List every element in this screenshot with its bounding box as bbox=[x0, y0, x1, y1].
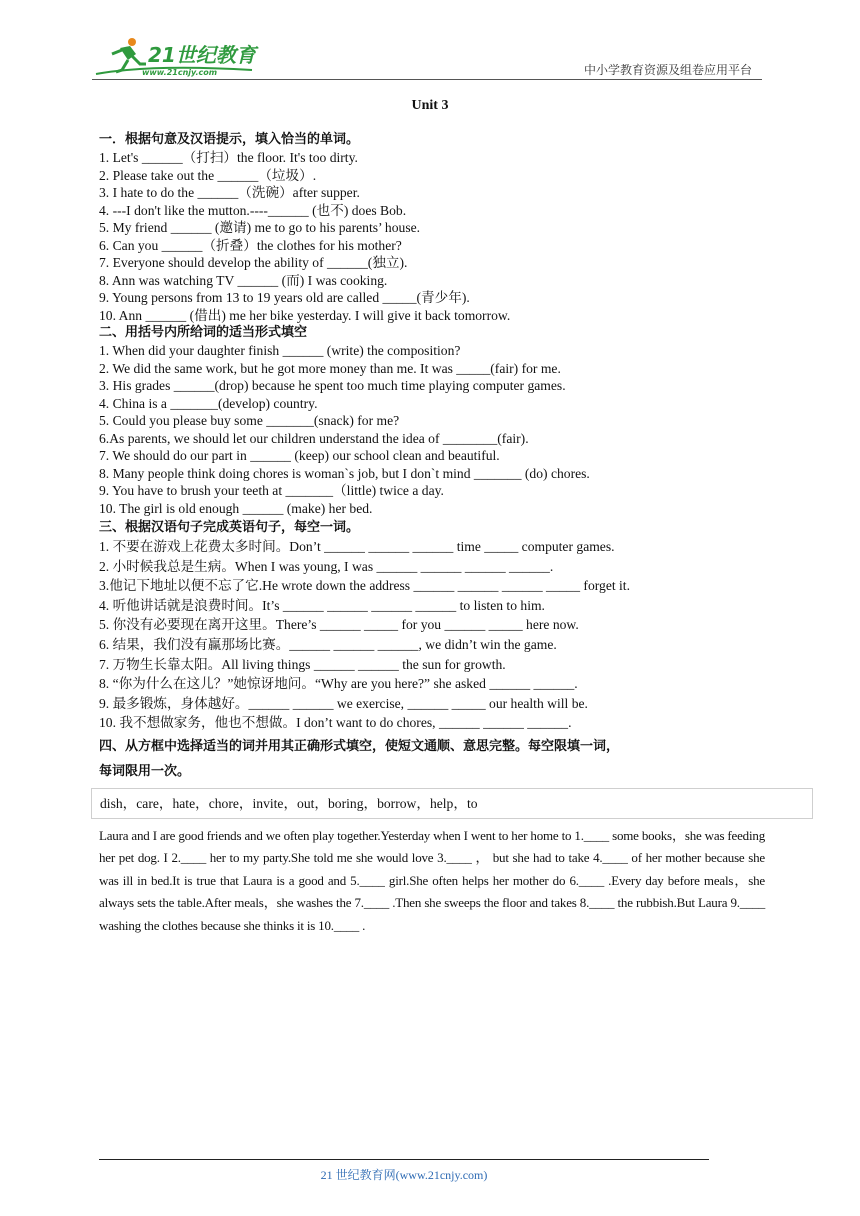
s2-item-4: 4. China is a _______(develop) country. bbox=[99, 395, 318, 411]
s3-item-9: 9. 最多锻炼，身体越好。______ ______ we exercise, ______ _____ our health will be. bbox=[99, 695, 588, 711]
s1-item-9: 9. Young persons from 13 to 19 years old are called _____(青少年). bbox=[99, 290, 470, 305]
s2-item-2: 2. We did the same work, but he got more money than me. It was _____(fair) for me. bbox=[99, 360, 561, 376]
section-2-heading: 二、用括号内所给词的适当形式填空 bbox=[99, 325, 308, 340]
section-4-heading: 四、从方框中选择适当的词并用其正确形式填空，使短文通顺、意思完整。每空限填一词， bbox=[99, 738, 620, 754]
s1-item-4: 4. ---I don't like the mutton.----______ (也不) does Bob. bbox=[99, 202, 407, 218]
site-logo bbox=[92, 34, 267, 78]
header-divider bbox=[92, 79, 762, 80]
worksheet-body bbox=[99, 131, 765, 937]
s2-item-10: 10. The girl is old enough ______ (make) her bed. bbox=[99, 500, 373, 516]
s1-item-2: 2. Please take out the ______（垃圾）. bbox=[99, 167, 317, 183]
footer-divider bbox=[99, 1159, 709, 1160]
s2-item-5: 5. Could you please buy some _______(snack) for me? bbox=[99, 413, 400, 428]
logo-text: 21世纪教育 bbox=[148, 43, 256, 67]
s3-item-2: 2. 小时候我总是生病。When I was young, I was ______ ______ ______ ______. bbox=[99, 558, 554, 574]
s3-item-6: 6. 结果，我们没有赢那场比赛。______ ______ ______, we didn’t win the game. bbox=[99, 636, 557, 652]
word-bank-box: dish，care，hate，chore，invite，out，boring，borrow，help，to bbox=[91, 788, 813, 819]
s3-item-7: 7. 万物生长靠太阳。All living things ______ ______ the sun for growth. bbox=[99, 656, 506, 672]
page-header bbox=[92, 26, 760, 78]
cloze-passage: Laura and I are good friends and we often play together.Yesterday when I went to her home to 1.____ some books，she was feeding her pet dog. I 2.____ her to my party.She told me she would love 3.____ ， but she had to take 4.____ of her mother because she was ill in bed.It is true that Laura is a good and 5.____ girl.She often helps her mother do 6.____ .Every day before meals，she always sets the table.After meals，she washes the 7.____ .Then she sweeps the floor and takes 8.____ the rubbish.But Laura 9.____ washing the clothes because she thinks it is 10.____ . bbox=[99, 827, 765, 933]
s3-item-4: 4. 听他讲话就是浪费时间。It’s ______ ______ ______ ______ to listen to him. bbox=[99, 597, 545, 613]
section-1-heading: 一．根据句意及汉语提示，填入恰当的单词。 bbox=[99, 132, 360, 147]
s1-item-7: 7. Everyone should develop the ability of ______(独立). bbox=[99, 255, 408, 270]
section-3 bbox=[99, 519, 765, 733]
footer-link[interactable]: 21 世纪教育网(www.21cnjy.com) bbox=[320, 1168, 488, 1182]
s1-item-8: 8. Ann was watching TV ______ (而) I was cooking. bbox=[99, 272, 388, 288]
s2-item-9: 9. You have to brush your teeth at _______（little) twice a day. bbox=[99, 483, 444, 498]
s3-item-1: 1. 不要在游戏上花费太多时间。Don’t ______ ______ ______ time _____ computer games. bbox=[99, 539, 615, 554]
s3-item-8: 8. “你为什么在这儿？”她惊讶地问。“Why are you here?” she asked ______ ______. bbox=[99, 676, 578, 692]
s3-item-5: 5. 你没有必要现在离开这里。There’s ______ _____ for you ______ _____ here now. bbox=[99, 617, 579, 633]
section-3-heading: 三、根据汉语句子完成英语句子，每空一词。 bbox=[99, 520, 360, 535]
s1-item-6: 6. Can you ______（折叠）the clothes for his mother? bbox=[99, 237, 402, 253]
s2-item-6: 6.As parents, we should let our children understand the idea of ________(fair). bbox=[99, 430, 529, 446]
s2-item-7: 7. We should do our part in ______ (keep) our school clean and beautiful. bbox=[99, 448, 500, 463]
logo-url: www.21cnjy.com bbox=[142, 68, 218, 77]
s1-item-5: 5. My friend ______ (邀请) me to go to his parents’ house. bbox=[99, 220, 421, 235]
section-4-heading-cont: 每词限用一次。 bbox=[99, 763, 191, 779]
page-title: Unit 3 bbox=[411, 98, 449, 113]
s2-item-8: 8. Many people think doing chores is woman`s job, but I don`t mind _______ (do) chores. bbox=[99, 465, 590, 481]
s1-item-10: 10. Ann ______ (借出) me her bike yesterday. I will give it back tomorrow. bbox=[99, 307, 511, 323]
platform-name: 中小学教育资源及组卷应用平台 bbox=[583, 63, 752, 77]
s2-item-1: 1. When did your daughter finish ______ (write) the composition? bbox=[99, 343, 461, 358]
s3-item-10: 10. 我不想做家务，他也不想做。I don’t want to do chores, ______ ______ ______. bbox=[99, 715, 572, 731]
s3-item-3: 3.他记下地址以便不忘了它.He wrote down the address ______ ______ ______ _____ forget it. bbox=[99, 578, 630, 594]
s1-item-3: 3. I hate to do the ______（洗碗）after supper. bbox=[99, 185, 360, 200]
s1-item-1: 1. Let's ______（打扫）the floor. It's too dirty. bbox=[99, 150, 358, 165]
s2-item-3: 3. His grades ______(drop) because he spent too much time playing computer games. bbox=[99, 378, 566, 393]
